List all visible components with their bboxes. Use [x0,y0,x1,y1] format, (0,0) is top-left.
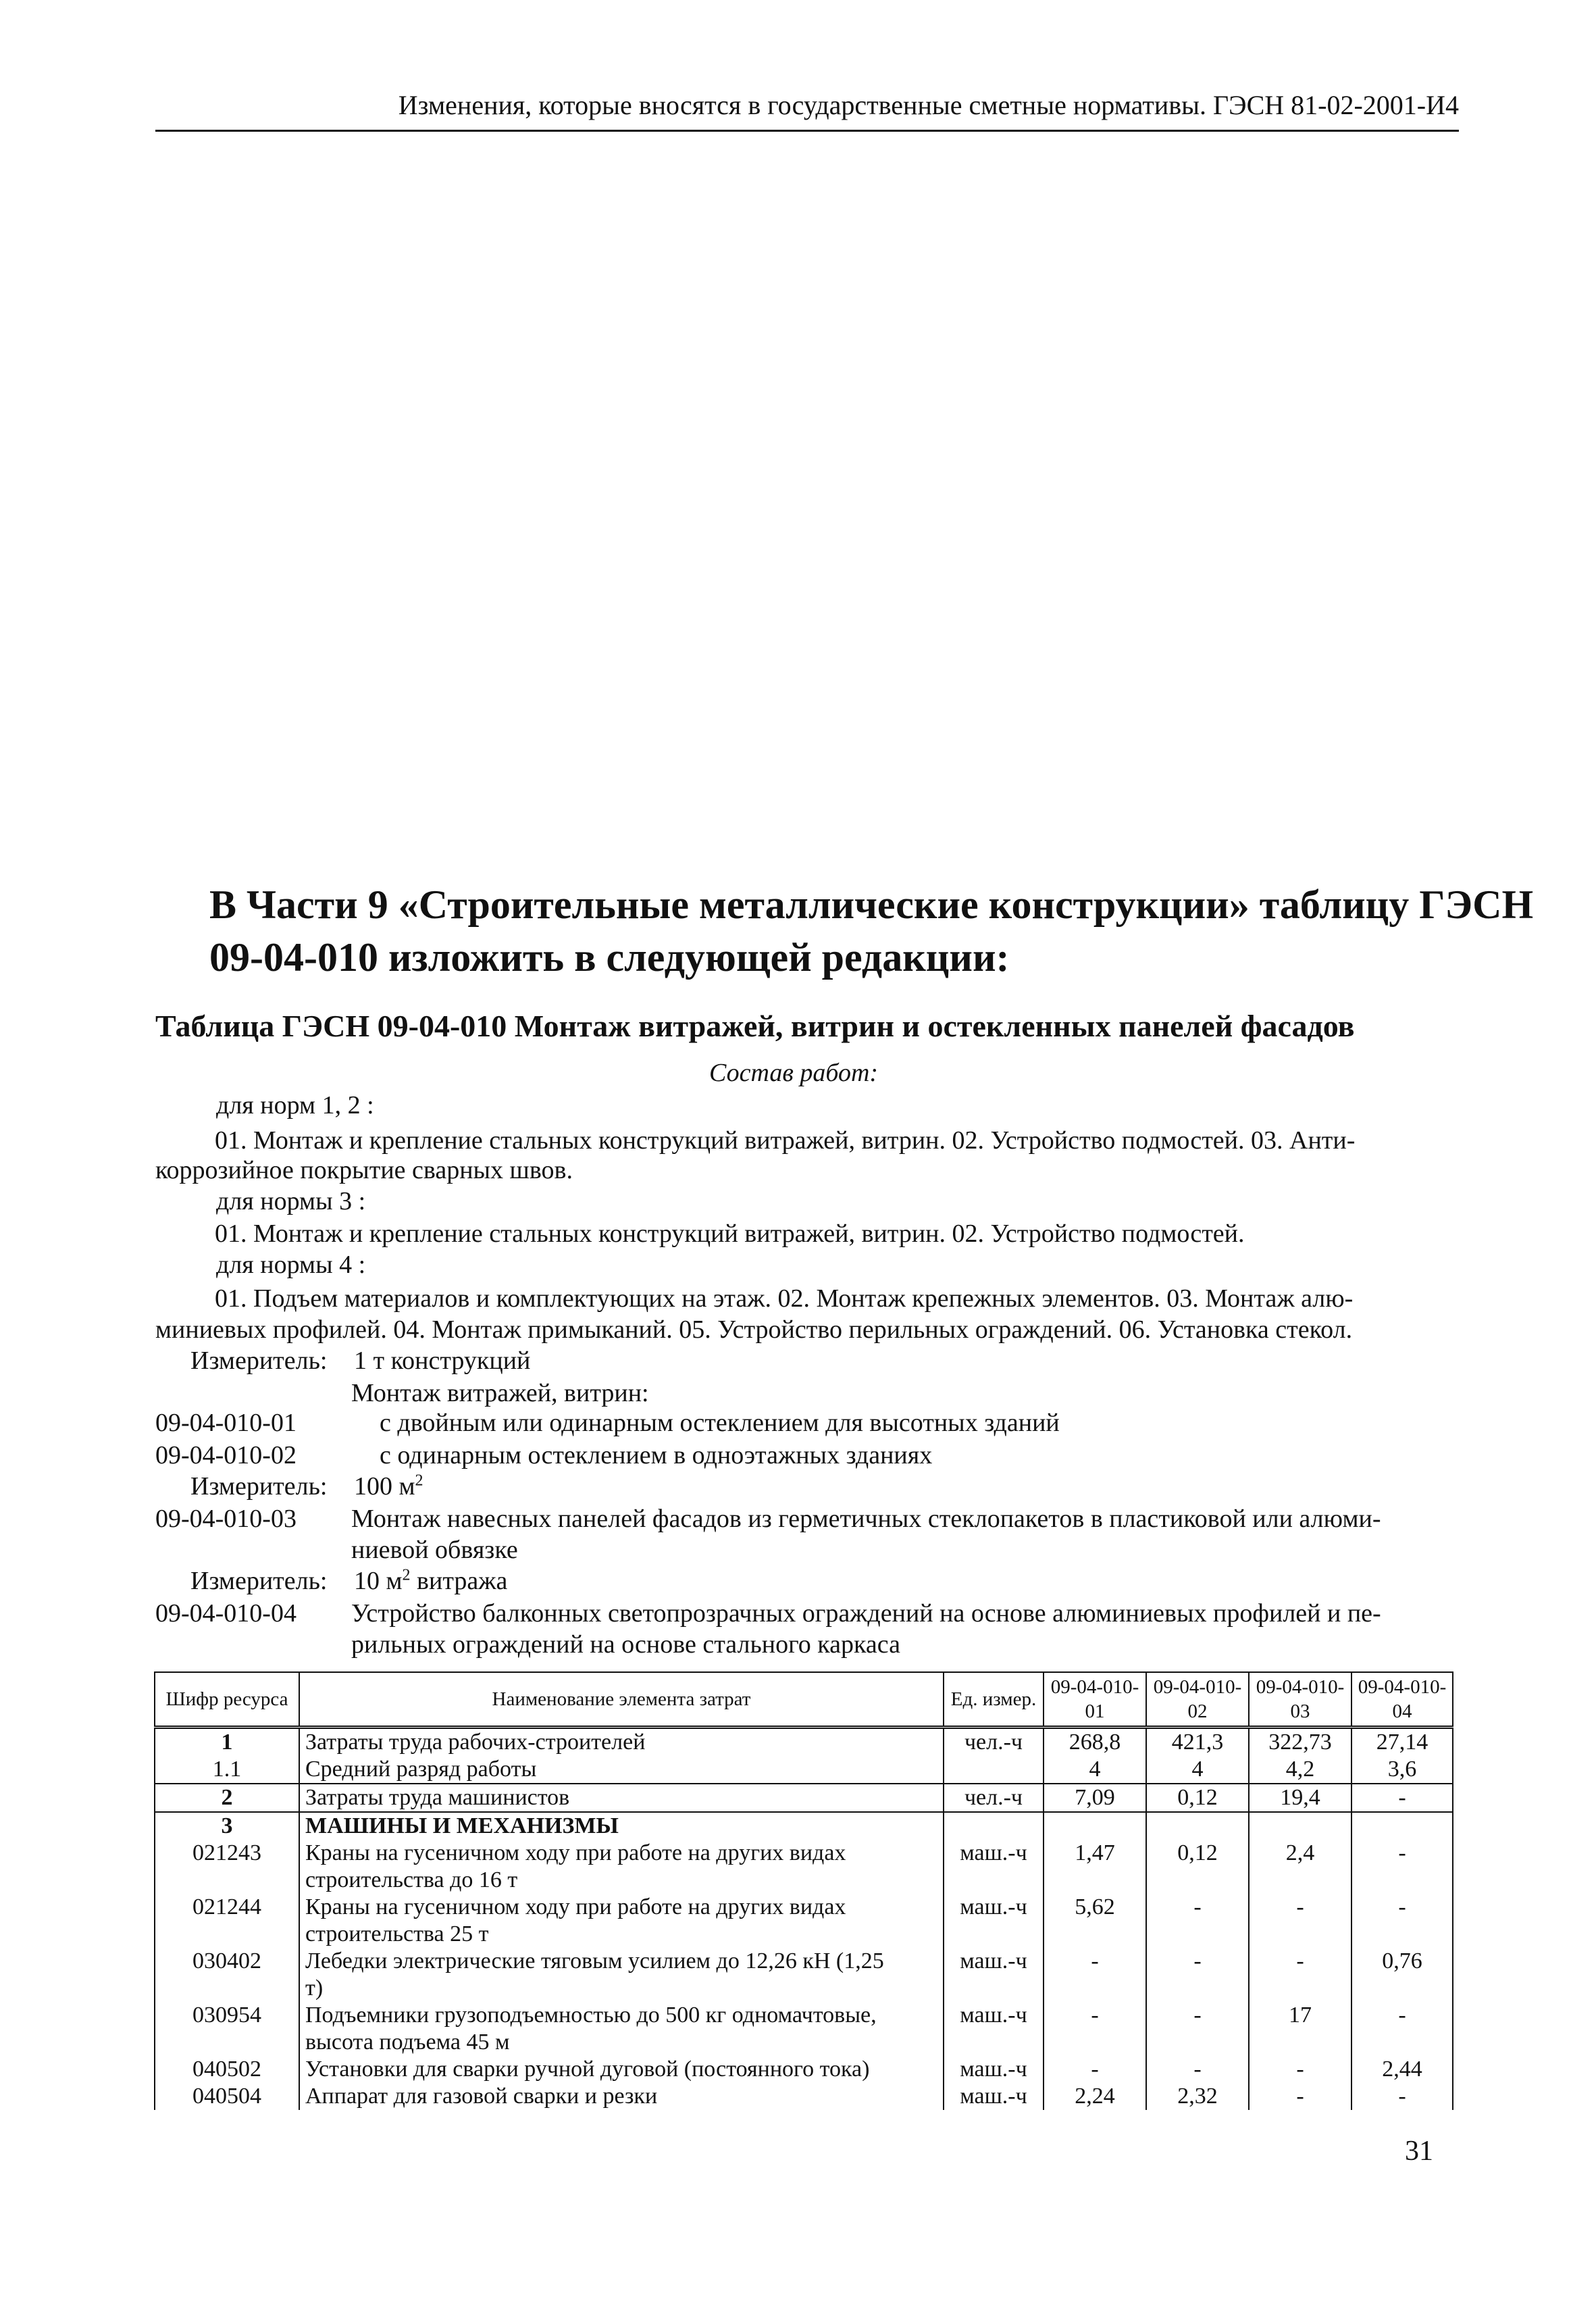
table-header-row [155,1672,1453,1728]
row-value-4: 27,14 [1352,1728,1453,1757]
row-code: 021243 [155,1840,299,1894]
meter-value-2: 100 $м^2$ [354,1472,423,1501]
table-row [155,1840,1453,1894]
norms-1-2-text-line-2: коррозийное покрытие сварных швов. [155,1156,573,1184]
norm-desc-3-line-1: Монтаж навесных панелей фасадов из герметичных стеклопакетов в пластиковой или алюми- [351,1505,1381,1533]
row-value-4: - [1352,2002,1453,2056]
header-col-2: 09-04-010-02 [1146,1672,1249,1728]
row-name-line-1: Подъемники грузоподъемностью до 500 кг одномачтовые, [305,2003,877,2028]
row-value-4: 0,76 [1352,1948,1453,2002]
row-value-1 [1044,1812,1146,1840]
row-value-2: 0,12 [1146,1784,1249,1812]
row-name: Затраты труда рабочих-строителей [299,1728,944,1757]
row-name-line-1: Краны на гусеничном ходу при работе на других видах [305,1894,846,1919]
header-col-4: 09-04-010-04 [1352,1672,1453,1728]
row-code: 040502 [155,2056,299,2083]
row-unit: маш.-ч [944,2002,1044,2056]
table-row [155,2002,1453,2056]
row-unit [944,1756,1044,1784]
row-unit [944,1812,1044,1840]
row-name [299,1894,944,1948]
row-value-2: 421,3 [1146,1728,1249,1757]
heading-line-1: В Части 9 «Строительные металлические конструкции» таблицу ГЭСН [209,882,1534,927]
norm-4-label: для нормы 4 : [216,1251,366,1279]
table-row [155,2083,1453,2110]
norm-desc-2: с одинарным остеклением в одноэтажных зданиях [380,1441,933,1469]
norm-code-4: 09-04-010-04 [155,1599,297,1628]
row-value-3: 19,4 [1249,1784,1352,1812]
row-value-3: - [1249,2056,1352,2083]
row-unit: маш.-ч [944,2056,1044,2083]
norm-code-1: 09-04-010-01 [155,1409,297,1437]
row-value-1: 2,24 [1044,2083,1146,2110]
header-col-1: 09-04-010-01 [1044,1672,1146,1728]
row-value-4: - [1352,1894,1453,1948]
header-col-3: 09-04-010-03 [1249,1672,1352,1728]
page-number: 31 [1405,2136,1433,2167]
row-value-1: 5,62 [1044,1894,1146,1948]
row-name [299,2002,944,2056]
meter-label-3: Измеритель: [190,1567,328,1595]
row-value-4 [1352,1812,1453,1840]
table-row [155,1728,1453,1757]
meter-label-2: Измеритель: [190,1472,328,1501]
resource-table [154,1671,1453,2110]
table-row [155,1812,1453,1840]
meter-value-1: 1 т конструкций [354,1347,531,1375]
row-value-2: - [1146,2056,1249,2083]
norms-1-2-label: для норм 1, 2 : [216,1091,374,1120]
row-name-line-2: строительства до 16 т [305,1867,518,1892]
row-value-4: 3,6 [1352,1756,1453,1784]
row-value-3: - [1249,2083,1352,2110]
row-value-4: - [1352,1784,1453,1812]
row-code: 040504 [155,2083,299,2110]
norm-4-text-line-1: 01. Подъем материалов и комплектующих на этаж. 02. Монтаж крепежных элементов. 03. Монтаж алю- [215,1284,1354,1313]
row-name: Установки для сварки ручной дуговой (постоянного тока) [299,2056,944,2083]
norm-desc-4-line-1: Устройство балконных светопрозрачных ограждений на основе алюминиевых профилей и пе- [351,1599,1381,1628]
row-value-2: 0,12 [1146,1840,1249,1894]
row-name: Средний разряд работы [299,1756,944,1784]
table-title: Таблица ГЭСН 09-04-010 Монтаж витражей, витрин и остекленных панелей фасадов [155,1009,1355,1043]
row-name [299,1948,944,2002]
row-value-2: - [1146,1948,1249,2002]
section-heading [209,878,1534,984]
row-name: Аппарат для газовой сварки и резки [299,2083,944,2110]
norm-code-2: 09-04-010-02 [155,1441,297,1469]
row-name-line-2: строительства 25 т [305,1921,489,1946]
row-value-2: 2,32 [1146,2083,1249,2110]
row-value-3: 322,73 [1249,1728,1352,1757]
row-name-line-1: Краны на гусеничном ходу при работе на других видах [305,1840,846,1865]
header-name: Наименование элемента затрат [299,1672,944,1728]
row-unit: маш.-ч [944,1894,1044,1948]
heading-line-2: 09-04-010 изложить в следующей редакции: [209,935,1010,980]
row-value-3: - [1249,1894,1352,1948]
row-value-1: 1,47 [1044,1840,1146,1894]
norm-desc-1: с двойным или одинарным остеклением для высотных зданий [380,1409,1060,1437]
row-value-4: - [1352,2083,1453,2110]
meter-label-1: Измеритель: [190,1347,328,1375]
norms-1-2-text-line-1: 01. Монтаж и крепление стальных конструкций витражей, витрин. 02. Устройство подмостей. 03. Анти- [215,1126,1356,1155]
row-name: Затраты труда машинистов [299,1784,944,1812]
row-value-4: - [1352,1840,1453,1894]
row-name-line-2: высота подъема 45 м [305,2030,510,2055]
row-value-1: - [1044,1948,1146,2002]
row-value-1: - [1044,2056,1146,2083]
row-value-3: - [1249,1948,1352,2002]
row-code: 2 [155,1784,299,1812]
row-name-line-1: Лебедки электрические тяговым усилием до 12,26 кН (1,25 [305,1948,884,1973]
row-code: 030954 [155,2002,299,2056]
row-value-3: 17 [1249,2002,1352,2056]
row-unit: маш.-ч [944,2083,1044,2110]
row-unit: чел.-ч [944,1728,1044,1757]
row-value-3 [1249,1812,1352,1840]
work-composition-title: Состав работ: [709,1059,879,1087]
row-name [299,1840,944,1894]
row-value-2: 4 [1146,1756,1249,1784]
row-code: 1 [155,1728,299,1757]
row-name: МАШИНЫ И МЕХАНИЗМЫ [299,1812,944,1840]
row-value-4: 2,44 [1352,2056,1453,2083]
row-name-line-2: т) [305,1976,324,2001]
row-unit: маш.-ч [944,1840,1044,1894]
norm-desc-3-line-2: ниевой обвязке [351,1536,518,1564]
table-row [155,1756,1453,1784]
row-value-2 [1146,1812,1249,1840]
header-code: Шифр ресурса [155,1672,299,1728]
row-value-1: - [1044,2002,1146,2056]
row-code: 021244 [155,1894,299,1948]
table-row [155,2056,1453,2083]
norm-code-3: 09-04-010-03 [155,1505,297,1533]
row-code: 1.1 [155,1756,299,1784]
norm-group-title: Монтаж витражей, витрин: [351,1379,649,1407]
row-unit: маш.-ч [944,1948,1044,2002]
row-value-1: 4 [1044,1756,1146,1784]
norm-desc-4-line-2: рильных ограждений на основе стального каркаса [351,1630,900,1659]
norm-3-label: для нормы 3 : [216,1187,366,1215]
table-row [155,1948,1453,2002]
row-code: 030402 [155,1948,299,2002]
row-value-1: 268,8 [1044,1728,1146,1757]
row-code: 3 [155,1812,299,1840]
norm-4-text-line-2: миниевых профилей. 04. Монтаж примыканий. 05. Устройство перильных ограждений. 06. Установка стекол. [155,1315,1353,1344]
row-value-2: - [1146,1894,1249,1948]
row-unit: чел.-ч [944,1784,1044,1812]
row-value-1: 7,09 [1044,1784,1146,1812]
table-row [155,1784,1453,1812]
running-header: Изменения, которые вносятся в государственные сметные нормативы. ГЭСН 81-02-2001-И4 [155,89,1459,132]
table-row [155,1894,1453,1948]
row-value-3: 2,4 [1249,1840,1352,1894]
norm-3-text: 01. Монтаж и крепление стальных конструкций витражей, витрин. 02. Устройство подмостей. [215,1219,1245,1248]
row-value-2: - [1146,2002,1249,2056]
meter-value-3: 10 $м^2$ витража [354,1566,508,1595]
header-unit: Ед. измер. [944,1672,1044,1728]
row-value-3: 4,2 [1249,1756,1352,1784]
